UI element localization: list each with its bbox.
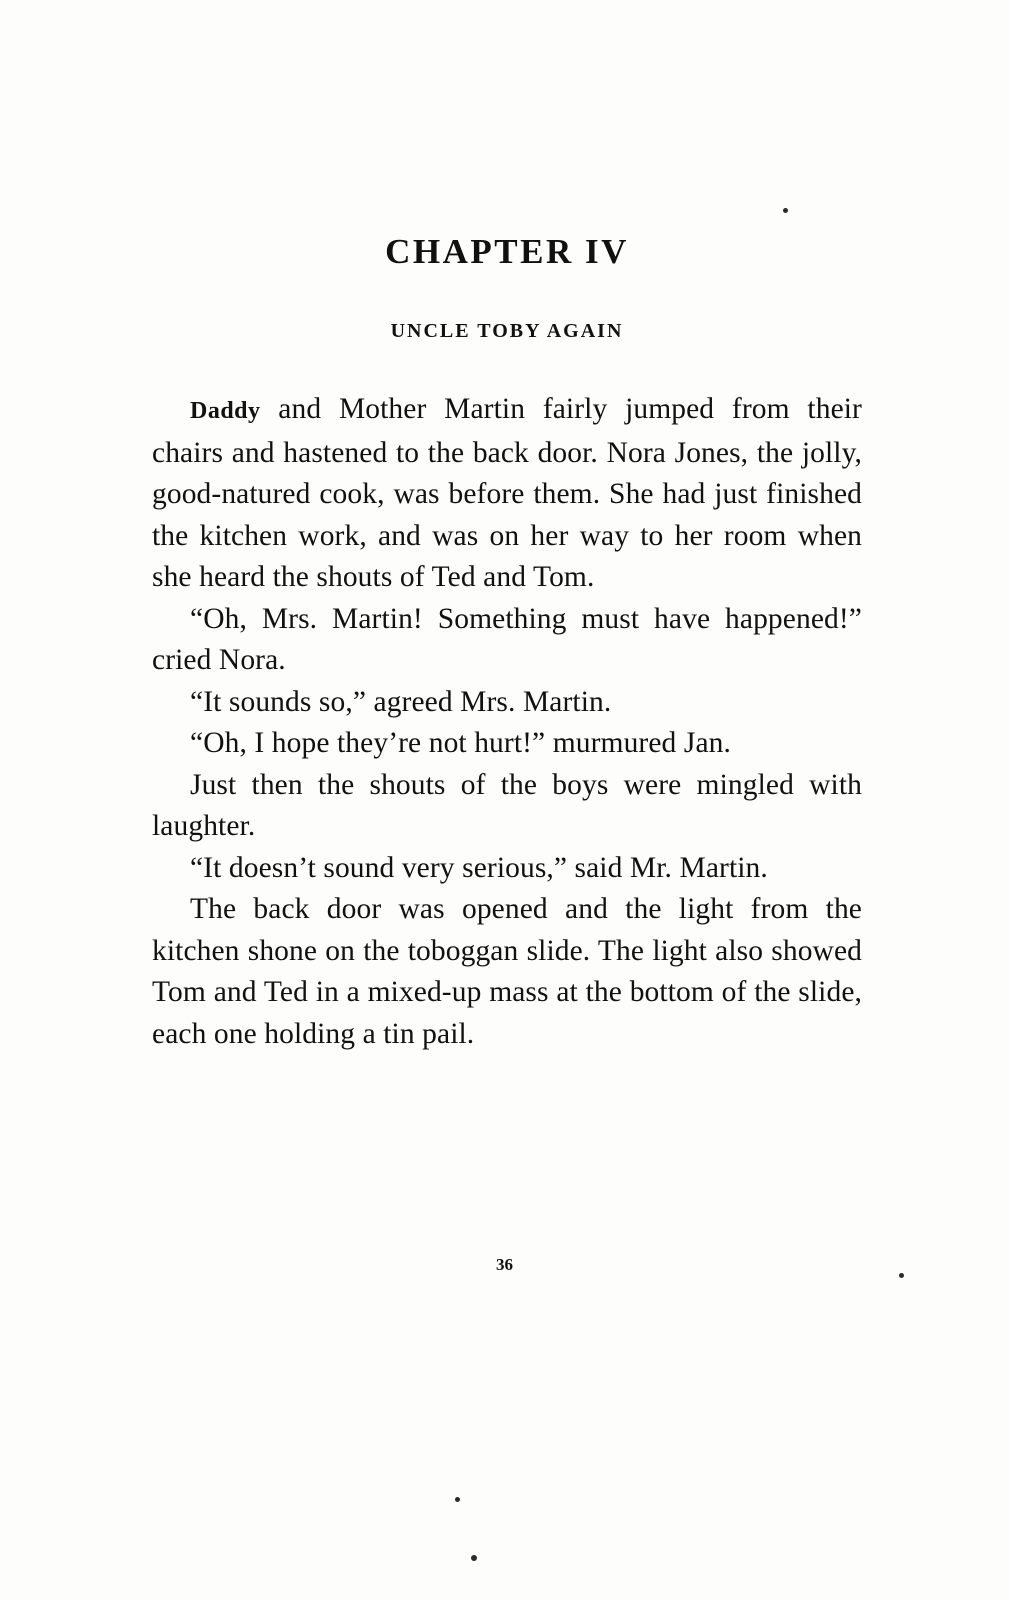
paragraph: “Oh, I hope they’re not hurt!” murmured Jan. [190, 727, 731, 759]
paragraph: “It sounds so,” agreed Mrs. Martin. [190, 685, 612, 718]
page-speck [471, 1555, 477, 1561]
body-text [152, 389, 862, 1055]
paragraph [152, 389, 862, 599]
paragraph: Just then the shouts of the boys were mingled with laughter. [152, 768, 862, 842]
paragraph: “It doesn’t sound very serious,” said Mr. Martin. [190, 851, 768, 884]
chapter-title: CHAPTER IV [385, 232, 629, 271]
page-speck [455, 1497, 460, 1502]
chapter-subtitle: UNCLE TOBY AGAIN [390, 320, 624, 342]
paragraph: “Oh, Mrs. Martin! Something must have happened!” cried Nora. [152, 602, 862, 676]
page-number: 36 [496, 1255, 513, 1274]
paragraph-lead-word: Daddy [190, 398, 261, 424]
text-block [152, 232, 862, 1055]
paragraph: The back door was opened and the light from the kitchen shone on the toboggan slide. The light also showed Tom and Ted in a mixed-up mass at the bottom of the slide, each one holding a tin pail. [152, 893, 862, 1050]
paragraph-text: and Mother Martin fairly jumped from their chairs and hastened to the back door. Nora Jones, the jolly, good-natured cook, was before them. She had just finished the kitchen work, and was on her way to her room when she heard the shouts of Ted and Tom. [152, 393, 862, 593]
page-speck [783, 208, 788, 213]
